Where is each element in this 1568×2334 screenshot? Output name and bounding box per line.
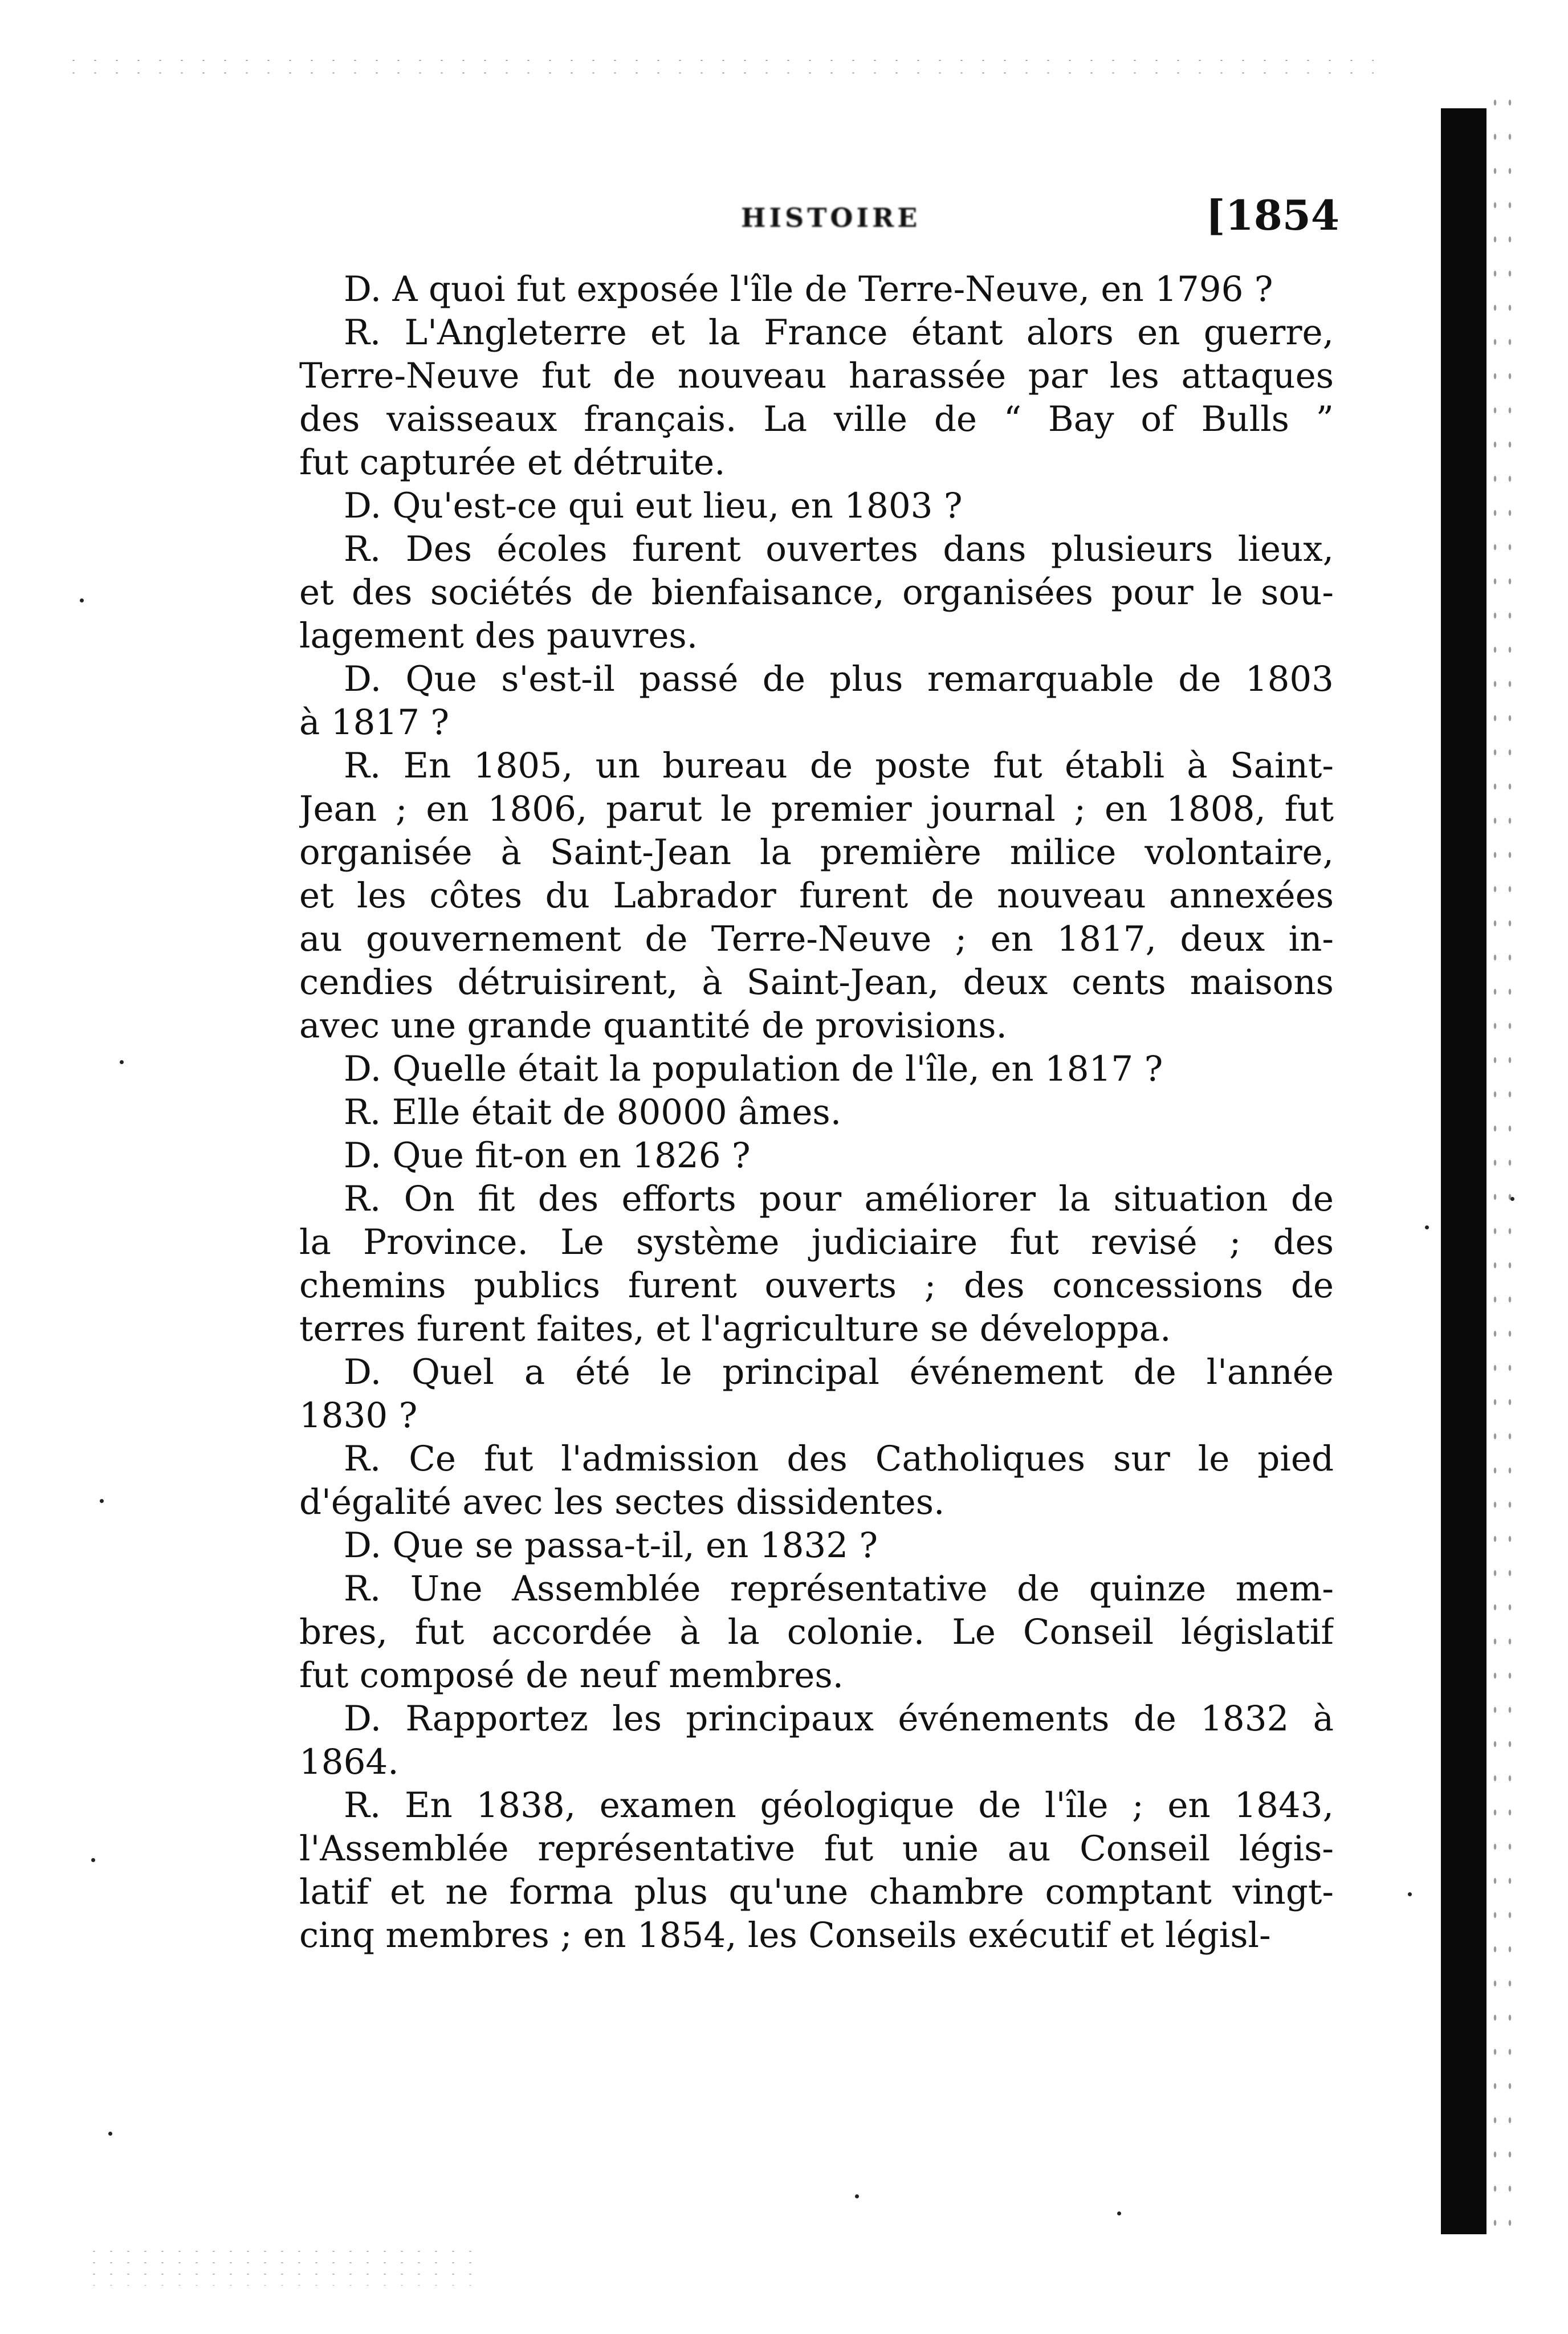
- scan-speck: [1425, 1225, 1429, 1229]
- text-line: R. Une Assemblée représentative de quinze mem-: [344, 1569, 1334, 1609]
- qa-paragraph: [299, 1134, 1334, 1178]
- text-line: fut capturée et détruite.: [299, 442, 726, 483]
- running-title: HISTOIRE: [741, 202, 921, 233]
- qa-paragraph: [299, 1437, 1334, 1524]
- text-line: D. Que fit-on en 1826 ?: [344, 1135, 751, 1176]
- qa-paragraph: [299, 1091, 1334, 1134]
- text-line: Terre-Neuve fut de nouveau harassée par les attaques: [299, 356, 1334, 396]
- qa-paragraph: [299, 1567, 1334, 1697]
- text-line: R. On fit des efforts pour améliorer la situation de: [344, 1179, 1334, 1219]
- text-line: R. L'Angleterre et la France étant alors en guerre,: [344, 312, 1334, 353]
- text-line: R. Ce fut l'admission des Catholiques sur le pied: [344, 1439, 1334, 1479]
- qa-paragraph: [299, 1178, 1334, 1351]
- scan-speck: [1117, 2211, 1121, 2215]
- text-line: R. En 1805, un bureau de poste fut établi à Saint-: [344, 746, 1334, 786]
- text-line: bres, fut accordée à la colonie. Le Conseil législatif: [299, 1612, 1334, 1652]
- scan-speck: [91, 1858, 95, 1862]
- text-line: R. Elle était de 80000 âmes.: [344, 1092, 842, 1133]
- text-line: D. Que se passa-t-il, en 1832 ?: [344, 1525, 878, 1566]
- text-line: 1830 ?: [299, 1395, 418, 1436]
- text-line: fut composé de neuf membres.: [299, 1655, 844, 1696]
- scan-noise-bottom: [85, 2246, 484, 2286]
- scan-speck: [1408, 1892, 1412, 1896]
- text-line: au gouvernement de Terre-Neuve ; en 1817, deux in-: [299, 919, 1334, 959]
- scan-speck: [80, 598, 84, 602]
- body-text: [299, 268, 1334, 1957]
- scan-speck: [108, 2132, 112, 2136]
- text-line: R. En 1838, examen géologique de l'île ; en 1843,: [344, 1785, 1334, 1826]
- text-line: D. Quel a été le principal événement de l'année: [344, 1352, 1334, 1392]
- text-line: Jean ; en 1806, parut le premier journal ; en 1808, fut: [299, 789, 1334, 829]
- text-line: d'égalité avec les sectes dissidentes.: [299, 1482, 945, 1522]
- text-line: 1864.: [299, 1742, 399, 1782]
- qa-paragraph: [299, 1784, 1334, 1957]
- scan-speck: [855, 2194, 859, 2198]
- qa-paragraph: [299, 484, 1334, 528]
- text-line: D. Que s'est-il passé de plus remarquable de 1803: [344, 659, 1334, 699]
- text-line: terres furent faites, et l'agriculture se développa.: [299, 1309, 1171, 1349]
- scan-speck: [100, 1499, 104, 1503]
- text-line: à 1817 ?: [299, 702, 450, 743]
- text-line: et les côtes du Labrador furent de nouveau annexées: [299, 875, 1334, 916]
- qa-paragraph: [299, 744, 1334, 1048]
- scan-speck: [120, 1060, 124, 1064]
- page-edge-shadow: [1441, 108, 1486, 2234]
- text-line: et des sociétés de bienfaisance, organisées pour le sou-: [299, 572, 1334, 613]
- text-line: l'Assemblée représentative fut unie au Conseil légis-: [299, 1828, 1334, 1869]
- text-line: chemins publics furent ouverts ; des concessions de: [299, 1265, 1334, 1306]
- text-line: lagement des pauvres.: [299, 616, 698, 656]
- text-line: D. Quelle était la population de l'île, en 1817 ?: [344, 1049, 1163, 1089]
- text-line: la Province. Le système judiciaire fut revisé ; des: [299, 1222, 1334, 1262]
- text-line: des vaisseaux français. La ville de “ Bay of Bulls ”: [299, 399, 1334, 439]
- scan-speck: [1510, 1197, 1514, 1201]
- qa-paragraph: [299, 268, 1334, 311]
- qa-paragraph: [299, 1524, 1334, 1567]
- text-line: latif et ne forma plus qu'une chambre comptant vingt-: [299, 1872, 1334, 1912]
- qa-paragraph: [299, 1351, 1334, 1437]
- scan-noise-right: [1488, 85, 1522, 2251]
- page-header: [741, 191, 1339, 242]
- qa-paragraph: [299, 1048, 1334, 1091]
- text-line: D. A quoi fut exposée l'île de Terre-Neuve, en 1796 ?: [344, 269, 1273, 309]
- text-line: avec une grande quantité de provisions.: [299, 1005, 1007, 1046]
- text-line: cinq membres ; en 1854, les Conseils exécutif et législ-: [299, 1915, 1271, 1956]
- text-line: R. Des écoles furent ouvertes dans plusieurs lieux,: [344, 529, 1334, 569]
- qa-paragraph: [299, 311, 1334, 484]
- qa-paragraph: [299, 658, 1334, 744]
- scan-noise-top: [63, 54, 1374, 77]
- text-line: D. Qu'est-ce qui eut lieu, en 1803 ?: [344, 486, 963, 526]
- text-line: D. Rapportez les principaux événements de 1832 à: [344, 1698, 1334, 1739]
- text-line: organisée à Saint-Jean la première milice volontaire,: [299, 832, 1334, 873]
- page-number: [1854: [1205, 191, 1339, 239]
- text-line: cendies détruisirent, à Saint-Jean, deux cents maisons: [299, 962, 1334, 1003]
- qa-paragraph: [299, 1697, 1334, 1784]
- qa-paragraph: [299, 528, 1334, 658]
